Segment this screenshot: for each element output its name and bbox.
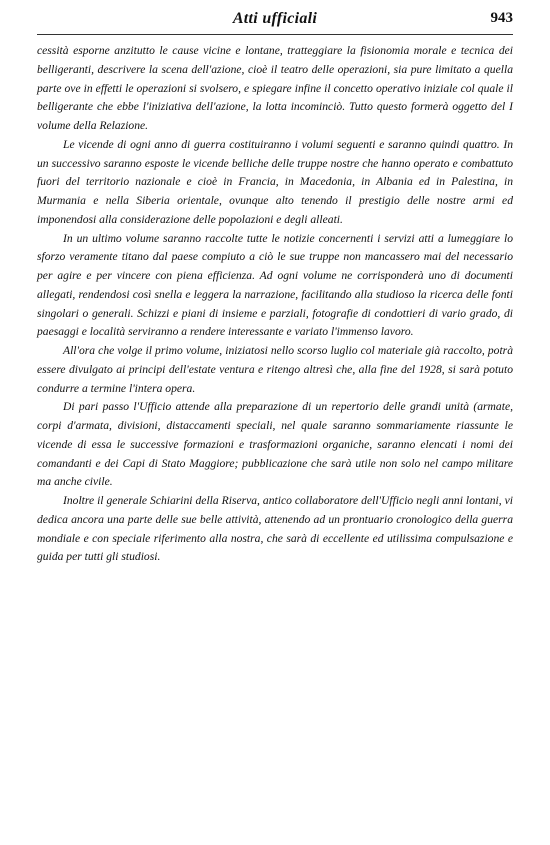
paragraph-3: In un ultimo volume saranno raccolte tutte le notizie concernenti i servizi atti a lumeggiare lo sforzo veramente titano dal paese compiuto a ciò le sue truppe non mancassero mai del necessario per agire e per vincere con piena efficienza. Ad ogni volume ne corrisponderà uno di documenti allegati, rendendosi così snella e leggera la narrazione, facilitando alla studioso la ricerca delle fonti singolari o generali. Schizzi e piani di insieme e parziali, fotografie di condottieri di vario grado, di paesaggi e località serviranno a rendere interessante e variato l'immenso lavoro. — [37, 231, 513, 339]
header-rule — [37, 34, 513, 35]
page-header — [37, 10, 513, 34]
page-number: 943 — [490, 10, 513, 26]
running-title: Atti ufficiali — [232, 10, 318, 27]
paragraph-2: Le vicende di ogni anno di guerra costituiranno i volumi seguenti e saranno quindi quattro. In un successivo saranno esposte le vicende belliche delle truppe nostre che hanno operato e combattuto fuori del territorio nazionale e cioè in Francia, in Macedonia, in Albania ed in Palestina, in Murmania e nella Siberia orientale, ovunque alto tenendo il prestigio delle nostre armi ed imponendosi alla considerazione delle popolazioni e degli alleati. — [37, 137, 513, 226]
paragraph-4: All'ora che volge il primo volume, iniziatosi nello scorso luglio col materiale già raccolto, potrà essere divulgato ai principi dell'estate ventura e ritengo altresì che, alla fine del 1928, si sarà potuto condurre a termine l'intera opera. — [37, 344, 513, 395]
body-text — [37, 42, 513, 567]
paragraph-1: cessità esporne anzitutto le cause vicine e lontane, tratteggiare la fisionomia morale e tecnica dei belligeranti, descrivere la scena dell'azione, cioè il teatro delle operazioni, sia pure limitato a quella parte ove in effetti le operazioni si svolsero, e spiegare infine il concetto operativo iniziale col quale il belligerante che ebbe l'iniziativa dell'azione, la lotta incominciò. Tutto questo formerà oggetto del I volume della Relazione. — [37, 44, 513, 132]
paragraph-6: Inoltre il generale Schiarini della Riserva, antico collaboratore dell'Ufficio negli anni lontani, vi dedica ancora una parte delle sue belle attività, attenendo ad un prontuario cronologico della guerra mondiale e con speciale riferimento alla nostra, che sarà di eccellente ed utilissima compulsazione e guida per tutti gli studiosi. — [37, 494, 513, 564]
paragraph-5: Di pari passo l'Ufficio attende alla preparazione di un repertorio delle grandi unità (armate, corpi d'armata, divisioni, distaccamenti speciali, nel quale saranno sommariamente riassunte le vicende di essa le successive formazioni e trasformazioni organiche, saranno elencati i nomi dei comandanti e dei Capi di Stato Maggiore; pubblicazione che sarà utile non solo nel campo militare ma anche civile. — [37, 400, 513, 489]
